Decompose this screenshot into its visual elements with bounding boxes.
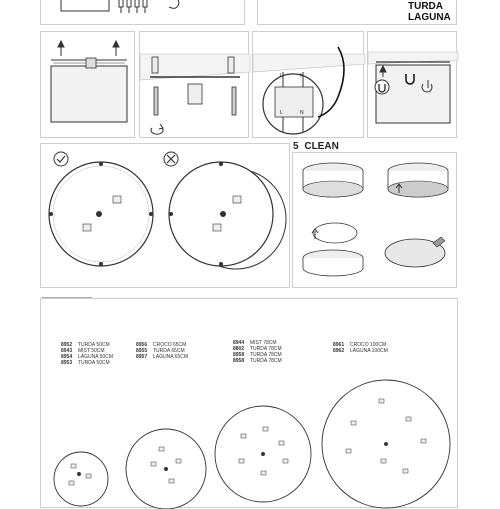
model-name: TURDA 78CM [250, 352, 282, 358]
model-code: 8961 [333, 342, 345, 348]
model-name: LAGUNA 50CM [78, 354, 114, 360]
shade-diffuser [385, 237, 445, 267]
brand-line-2: LAGUNA [408, 12, 451, 23]
step-5-title [293, 141, 339, 152]
top-left-parts-drawing [41, 0, 246, 26]
model-code: 8962 [333, 348, 345, 354]
model-name: CROCO 100CM [350, 342, 387, 348]
model-code: 8957 [136, 354, 148, 360]
cross-icon [164, 152, 178, 166]
model-name: TURDA 78CM [250, 358, 282, 364]
step-3-panel [252, 31, 364, 138]
circle-78cm [215, 406, 311, 502]
top-left-panel [40, 0, 245, 25]
correct-mount-circle [49, 162, 153, 266]
brand-line-1: TURDA [408, 1, 443, 12]
step-4b-drawing [41, 144, 291, 289]
model-code: 8953 [61, 360, 73, 366]
model-code: 8944 [233, 340, 245, 346]
shade-open-1 [303, 223, 363, 276]
brand-label [408, 1, 451, 23]
circle-100cm [322, 380, 450, 508]
check-icon [54, 152, 68, 166]
step-4b-panel [40, 143, 290, 288]
model-code: 8954 [61, 354, 73, 360]
shade-closed-1 [303, 163, 363, 197]
model-name: LAGUNA 65CM [153, 354, 189, 360]
model-name: LAGUNA 100CM [350, 348, 388, 354]
terminal-bottom-l: L [280, 110, 283, 116]
step-5-number: 5 [293, 141, 299, 152]
step-5-drawing [293, 153, 458, 289]
model-name: CROCO 65CM [153, 342, 187, 348]
top-right-panel [257, 0, 457, 25]
screw-set-icon [119, 0, 179, 13]
step-1-drawing [41, 32, 136, 139]
model-code: 8956 [136, 342, 148, 348]
model-code: 8958 [233, 358, 245, 364]
step-2-drawing [140, 32, 250, 139]
model-name: MIST 78CM [250, 340, 277, 346]
model-name: TURDA 50CM [78, 360, 110, 366]
terminal-top-l: L [280, 73, 283, 79]
circle-50cm [54, 452, 108, 506]
model-code: 8958 [233, 352, 245, 358]
model-size-circles [41, 299, 459, 509]
step-3-drawing [253, 32, 365, 139]
model-code: 8952 [61, 342, 73, 348]
incorrect-mount-circle [169, 162, 286, 269]
circle-65cm [126, 429, 206, 509]
step-5-panel [292, 152, 457, 288]
shade-closed-2 [388, 163, 448, 197]
step-4-panel [367, 31, 457, 138]
model-code: 8802 [233, 346, 245, 352]
arrow-up-icon [58, 41, 119, 56]
model-name: MIST 50CM [78, 348, 105, 354]
model-name: TURDA 50CM [78, 342, 110, 348]
model-code: 8943 [61, 348, 73, 354]
step-5-label: CLEAN [304, 141, 339, 152]
step-4-drawing [368, 32, 458, 139]
terminal-top-n: N [300, 73, 304, 79]
terminal-bottom-n: N [300, 110, 304, 116]
model-name: TURDA 65CM [153, 348, 185, 354]
models-panel [40, 298, 458, 508]
model-name: TURDA 78CM [250, 346, 282, 352]
step-2-panel [139, 31, 249, 138]
magnet-icon [375, 80, 389, 94]
step-1-panel [40, 31, 135, 138]
model-code: 8955 [136, 348, 148, 354]
